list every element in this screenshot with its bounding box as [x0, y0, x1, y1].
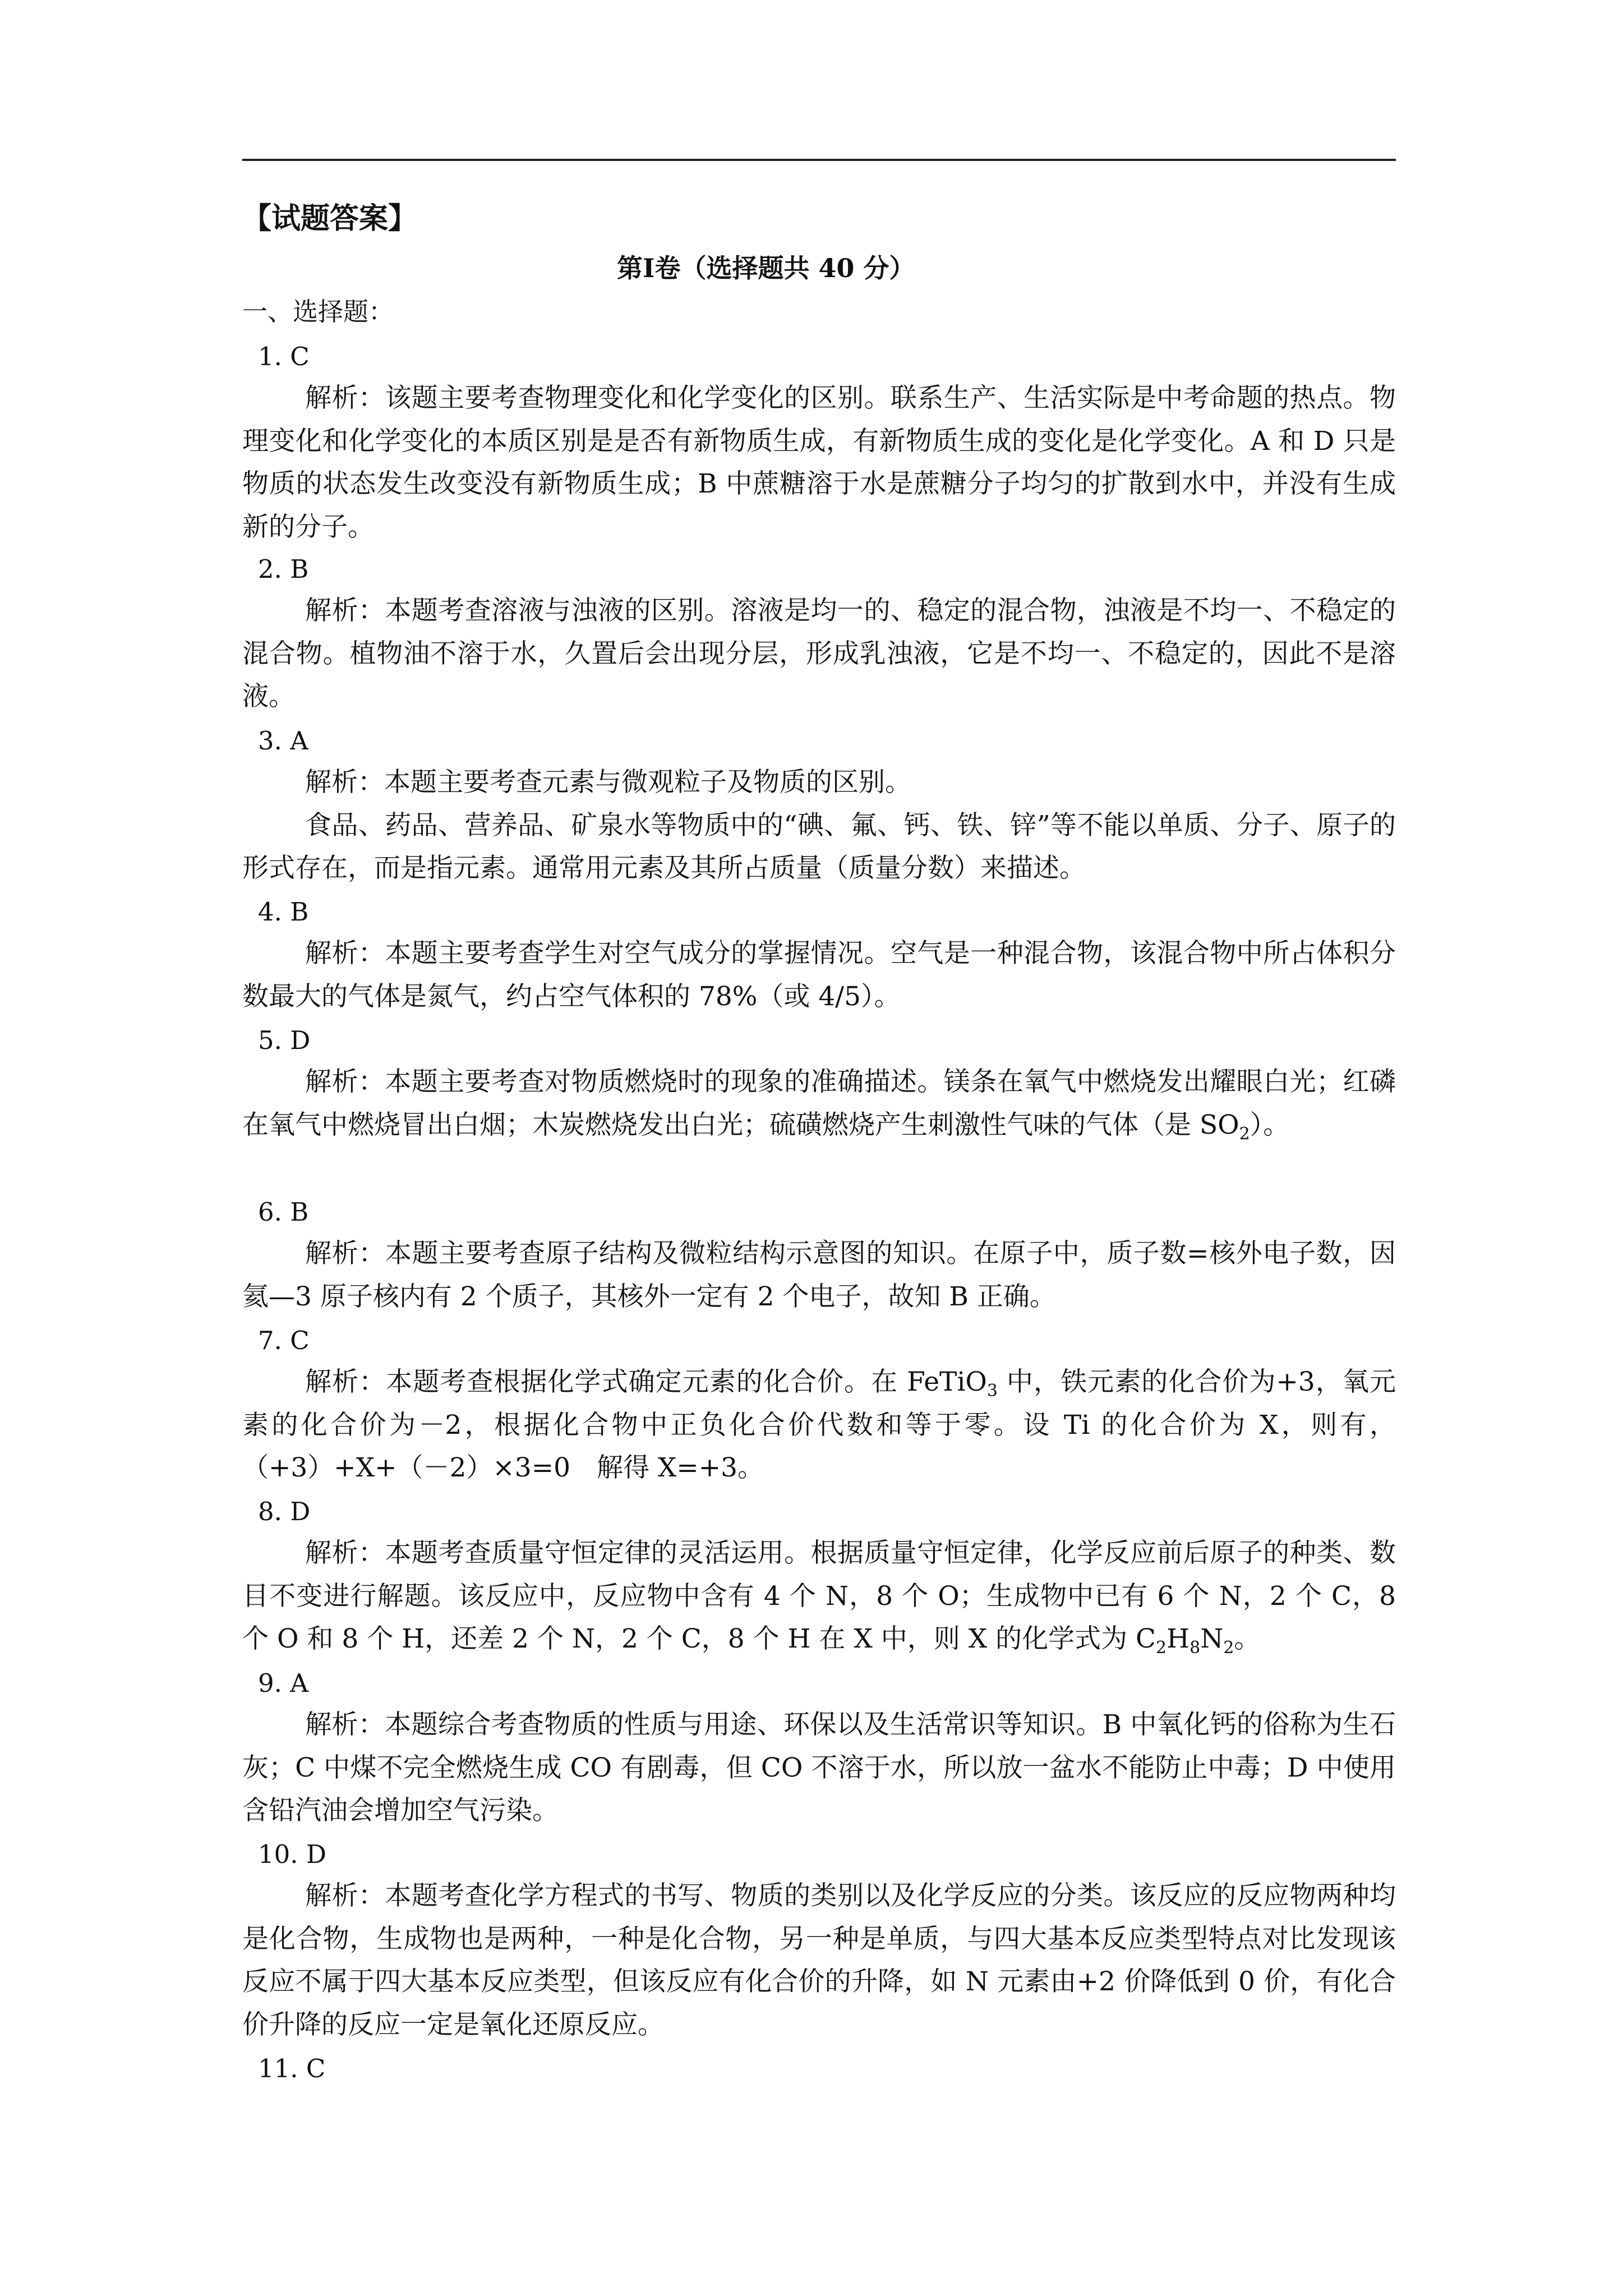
answer-explanation [242, 932, 1396, 1018]
explanation-paragraph: 解析：本题主要考查原子结构及微粒结构示意图的知识。在原子中，质子数=核外电子数，因氦—3 原子核内有 2 个质子，其核外一定有 2 个电子，故知 B 正确。 [242, 1238, 1396, 1312]
explanation-paragraph: 解析：本题主要考查对物质燃烧时的现象的准确描述。镁条在氧气中燃烧发出耀眼白光；红磷在氧气中燃烧冒出白烟；木炭燃烧发出白光；硫磺燃烧产生刺激性气味的气体（是 $SO_2$）。 [242, 1066, 1396, 1144]
answer-number: 11. C [258, 2054, 326, 2083]
answer-explanation [242, 1361, 1396, 1490]
explanation-paragraph: 解析：本题主要考查元素与微观粒子及物质的区别。 [305, 767, 911, 798]
answer-explanation [242, 1532, 1396, 1661]
answer-number: 2. B [258, 554, 309, 584]
answer-number: 3. A [258, 726, 308, 756]
answer-heading: 【试题答案】 [242, 201, 418, 236]
answer-explanation [242, 590, 1396, 719]
top-rule [242, 159, 1396, 161]
answer-explanation [242, 1704, 1396, 1833]
answer-explanation [242, 1232, 1396, 1318]
answer-number: 7. C [258, 1326, 310, 1355]
answer-explanation [242, 377, 1396, 549]
answer-number: 8. D [258, 1497, 311, 1526]
section-title: 第Ⅰ卷（选择题共 40 分） [617, 253, 915, 283]
explanation-paragraph: 解析：本题考查质量守恒定律的灵活运用。根据质量守恒定律，化学反应前后原子的种类、数目不变进行解题。该反应中，反应物中含有 4 个 N，8 个 O；生成物中已有 6 个 N，2 个 C，8 个 O 和 8 个 H，还差 2 个 N，2 个 C，8 个 H 在 X 中，则 X 的化学式为 $C_2H_8N_2$。 [242, 1538, 1396, 1658]
explanation-paragraph: 解析：该题主要考查物理变化和化学变化的区别。联系生产、生活实际是中考命题的热点。物理变化和化学变化的本质区别是是否有新物质生成，有新物质生成的变化是化学变化。A 和 D 只是物质的状态发生改变没有新物质生成；B 中蔗糖溶于水是蔗糖分子均匀的扩散到水中，并没有生成新的分子。 [242, 383, 1396, 542]
answer-number: 6. B [258, 1197, 309, 1227]
explanation-paragraph: 解析：本题考查溶液与浊液的区别。溶液是均一的、稳定的混合物，浊液是不均一、不稳定的混合物。植物油不溶于水，久置后会出现分层，形成乳浊液，它是不均一、不稳定的，因此不是溶液。 [242, 595, 1396, 712]
explanation-paragraph: 解析：本题考查根据化学式确定元素的化合价。在 FeTiO$_3$ 中，铁元素的化合价为+3，氧元素的化合价为－2，根据化合物中正负化合价代数和等于零。设 Ti 的化合价为 X，则有，（+3）+X+（－2）×3=0 解得 X=+3。 [242, 1366, 1396, 1483]
answer-explanation [242, 1061, 1396, 1147]
answer-explanation [242, 1875, 1396, 2046]
answer-number: 1. C [258, 342, 310, 371]
answer-explanation [242, 761, 1396, 890]
explanation-paragraph: 食品、药品、营养品、矿泉水等物质中的“碘、氟、钙、铁、锌”等不能以单质、分子、原子的形式存在，而是指元素。通常用元素及其所占质量（质量分数）来描述。 [242, 809, 1396, 884]
answer-number: 9. A [258, 1668, 308, 1698]
section-label: 一、选择题： [242, 297, 394, 326]
explanation-paragraph: 解析：本题考查化学方程式的书写、物质的类别以及化学反应的分类。该反应的反应物两种均是化合物，生成物也是两种，一种是化合物，另一种是单质，与四大基本反应类型特点对比发现该反应不属于四大基本反应类型，但该反应有化合价的升降，如 N 元素由+2 价降低到 0 价，有化合价升降的反应一定是氧化还原反应。 [242, 1880, 1396, 2040]
answer-number: 10. D [258, 1839, 326, 1869]
answer-number: 4. B [258, 897, 309, 927]
explanation-paragraph: 解析：本题综合考查物质的性质与用途、环保以及生活常识等知识。B 中氧化钙的俗称为生石灰；C 中煤不完全燃烧生成 CO 有剧毒，但 CO 不溶于水，所以放一盆水不能防止中毒；D 中使用含铅汽油会增加空气污染。 [242, 1709, 1396, 1826]
explanation-paragraph: 解析：本题主要考查学生对空气成分的掌握情况。空气是一种混合物，该混合物中所占体积分数最大的气体是氮气，约占空气体积的 78%（或 4/5）。 [242, 938, 1396, 1012]
answer-number: 5. D [258, 1025, 311, 1055]
